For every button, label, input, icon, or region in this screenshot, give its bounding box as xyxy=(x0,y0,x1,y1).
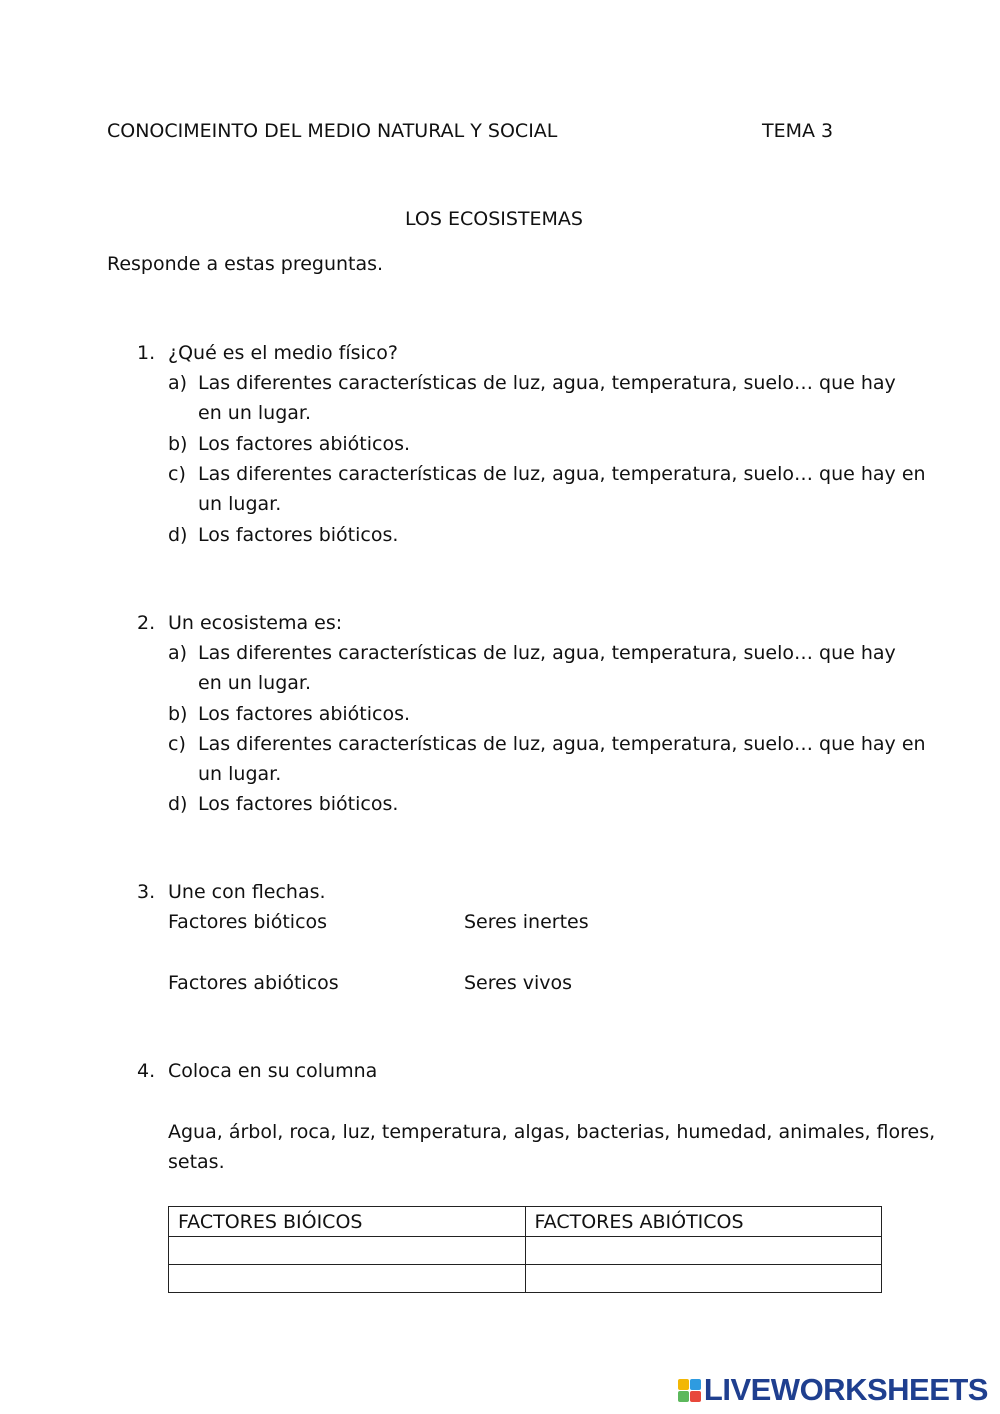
logo-mark-icon xyxy=(678,1379,701,1402)
match-right-item[interactable]: Seres vivos xyxy=(464,972,573,994)
option-text: Los factores abióticos. xyxy=(198,703,411,725)
table-header-abiotic: FACTORES ABIÓTICOS xyxy=(525,1207,882,1237)
option-text: Las diferentes características de luz, agua, temperatura, suelo… que hay xyxy=(198,642,896,664)
option-letter: c) xyxy=(168,733,186,755)
table-header-row xyxy=(169,1207,882,1237)
question-number: 4. xyxy=(137,1060,156,1082)
option-text-cont: en un lugar. xyxy=(198,672,312,694)
option-letter: a) xyxy=(168,372,188,394)
question-number: 2. xyxy=(137,612,156,634)
word-list: Agua, árbol, roca, luz, temperatura, algas, bacterias, humedad, animales, flores, xyxy=(168,1121,936,1143)
answer-cell[interactable] xyxy=(169,1265,526,1293)
option-letter: b) xyxy=(168,703,188,725)
option-text: Las diferentes características de luz, agua, temperatura, suelo… que hay en xyxy=(198,463,926,485)
option-letter: b) xyxy=(168,433,188,455)
question-number: 1. xyxy=(137,342,156,364)
logo-tile-l xyxy=(678,1379,689,1390)
question-text: ¿Qué es el medio físico? xyxy=(168,342,398,364)
subject-header: CONOCIMEINTO DEL MEDIO NATURAL Y SOCIAL xyxy=(107,120,558,142)
option-letter: d) xyxy=(168,524,188,546)
table-row xyxy=(169,1265,882,1293)
logo-tile-i xyxy=(690,1379,701,1390)
word-list-cont: setas. xyxy=(168,1151,225,1173)
option-text-cont: un lugar. xyxy=(198,763,282,785)
instructions: Responde a estas preguntas. xyxy=(107,253,384,275)
option-text: Los factores bióticos. xyxy=(198,524,399,546)
liveworksheets-logo xyxy=(678,1372,988,1408)
page-title: LOS ECOSISTEMAS xyxy=(405,208,583,230)
answer-cell[interactable] xyxy=(525,1237,882,1265)
question-number: 3. xyxy=(137,881,156,903)
question-text: Une con flechas. xyxy=(168,881,326,903)
option-text: Las diferentes características de luz, agua, temperatura, suelo… que hay xyxy=(198,372,896,394)
unit-label: TEMA 3 xyxy=(762,120,834,142)
logo-tile-v xyxy=(678,1391,689,1402)
match-left-item[interactable]: Factores abióticos xyxy=(168,972,339,994)
match-right-item[interactable]: Seres inertes xyxy=(464,911,589,933)
option-text: Las diferentes características de luz, agua, temperatura, suelo… que hay en xyxy=(198,733,926,755)
option-text: Los factores abióticos. xyxy=(198,433,411,455)
logo-tile-e xyxy=(690,1391,701,1402)
option-text-cont: en un lugar. xyxy=(198,402,312,424)
option-letter: c) xyxy=(168,463,186,485)
factors-table xyxy=(168,1206,882,1293)
question-text: Coloca en su columna xyxy=(168,1060,378,1082)
table-row xyxy=(169,1237,882,1265)
option-letter: a) xyxy=(168,642,188,664)
option-text: Los factores bióticos. xyxy=(198,793,399,815)
answer-cell[interactable] xyxy=(525,1265,882,1293)
match-left-item[interactable]: Factores bióticos xyxy=(168,911,328,933)
option-letter: d) xyxy=(168,793,188,815)
option-text-cont: un lugar. xyxy=(198,493,282,515)
table-header-biotic: FACTORES BIÓICOS xyxy=(169,1207,526,1237)
answer-cell[interactable] xyxy=(169,1237,526,1265)
logo-text: LIVEWORKSHEETS xyxy=(703,1372,988,1407)
question-text: Un ecosistema es: xyxy=(168,612,343,634)
